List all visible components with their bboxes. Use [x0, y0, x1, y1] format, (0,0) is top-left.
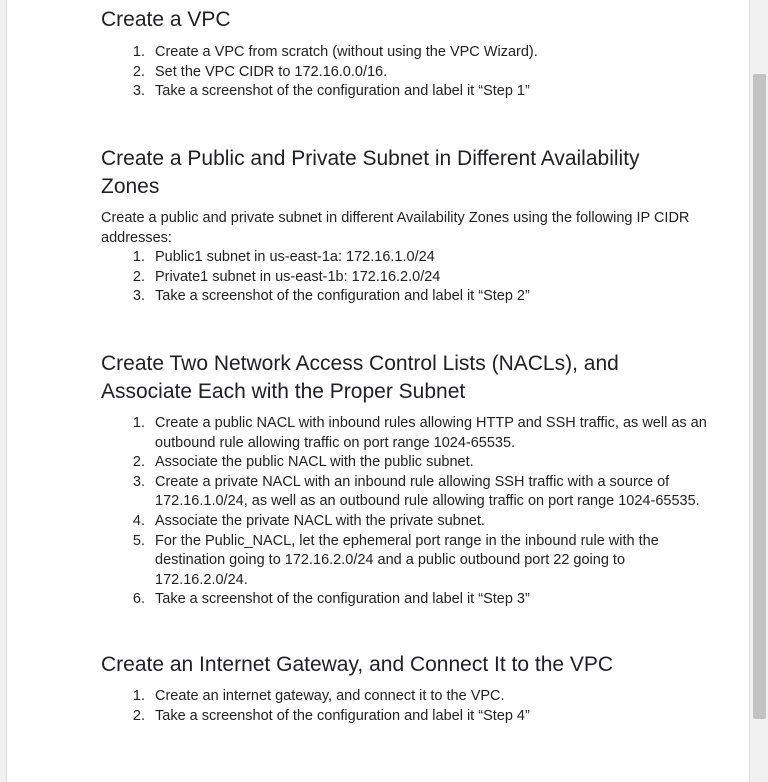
list-item: 3. Take a screenshot of the configuration and label it “Step 1” — [149, 82, 538, 102]
document-page — [6, 0, 750, 782]
list-item: 1. Public1 subnet in us-east-1a: 172.16.1.0/24 — [149, 248, 530, 268]
list-item: 1. Create a public NACL with inbound rules allowing HTTP and SSH traffic, as well as an outbound rule allowing traffic on port range 1024-65535. — [149, 414, 721, 453]
list-item: 3. Take a screenshot of the configuration and label it “Step 2” — [149, 287, 530, 307]
section-heading: Create a VPC — [101, 8, 231, 31]
list-item: 1. Create an internet gateway, and connect it to the VPC. — [149, 687, 530, 707]
step-list — [101, 687, 530, 726]
section-heading: Create an Internet Gateway, and Connect It to the VPC — [101, 653, 614, 676]
step-list — [101, 43, 538, 102]
section-heading: Create a Public and Private Subnet in Different Availability Zones — [101, 147, 640, 198]
step-list — [101, 414, 721, 610]
section-heading: Create Two Network Access Control Lists (NACLs), and Associate Each with the Proper Subnet — [101, 352, 619, 403]
list-item: 6. Take a screenshot of the configuration and label it “Step 3” — [149, 590, 721, 610]
list-item: 5. For the Public_NACL, let the ephemeral port range in the inbound rule with the destination going to 172.16.2.0/24 and a public outbound port 22 going to 172.16.2.0/24. — [149, 532, 721, 591]
list-item: 2. Associate the public NACL with the public subnet. — [149, 453, 721, 473]
list-item: 2. Private1 subnet in us-east-1b: 172.16.2.0/24 — [149, 268, 530, 288]
list-item: 4. Associate the private NACL with the private subnet. — [149, 512, 721, 532]
list-item: 3. Create a private NACL with an inbound rule allowing SSH traffic with a source of 172.16.1.0/24, as well as an outbound rule allowing traffic on port range 1024-65535. — [149, 473, 721, 512]
list-item: 2. Take a screenshot of the configuration and label it “Step 4” — [149, 707, 530, 727]
list-item: 2. Set the VPC CIDR to 172.16.0.0/16. — [149, 63, 538, 83]
section-intro: Create a public and private subnet in different Availability Zones using the following IP CIDR addresses: — [101, 210, 690, 246]
list-item: 1. Create a VPC from scratch (without using the VPC Wizard). — [149, 43, 538, 63]
step-list — [101, 248, 530, 307]
vertical-scrollbar[interactable] — [753, 74, 766, 719]
